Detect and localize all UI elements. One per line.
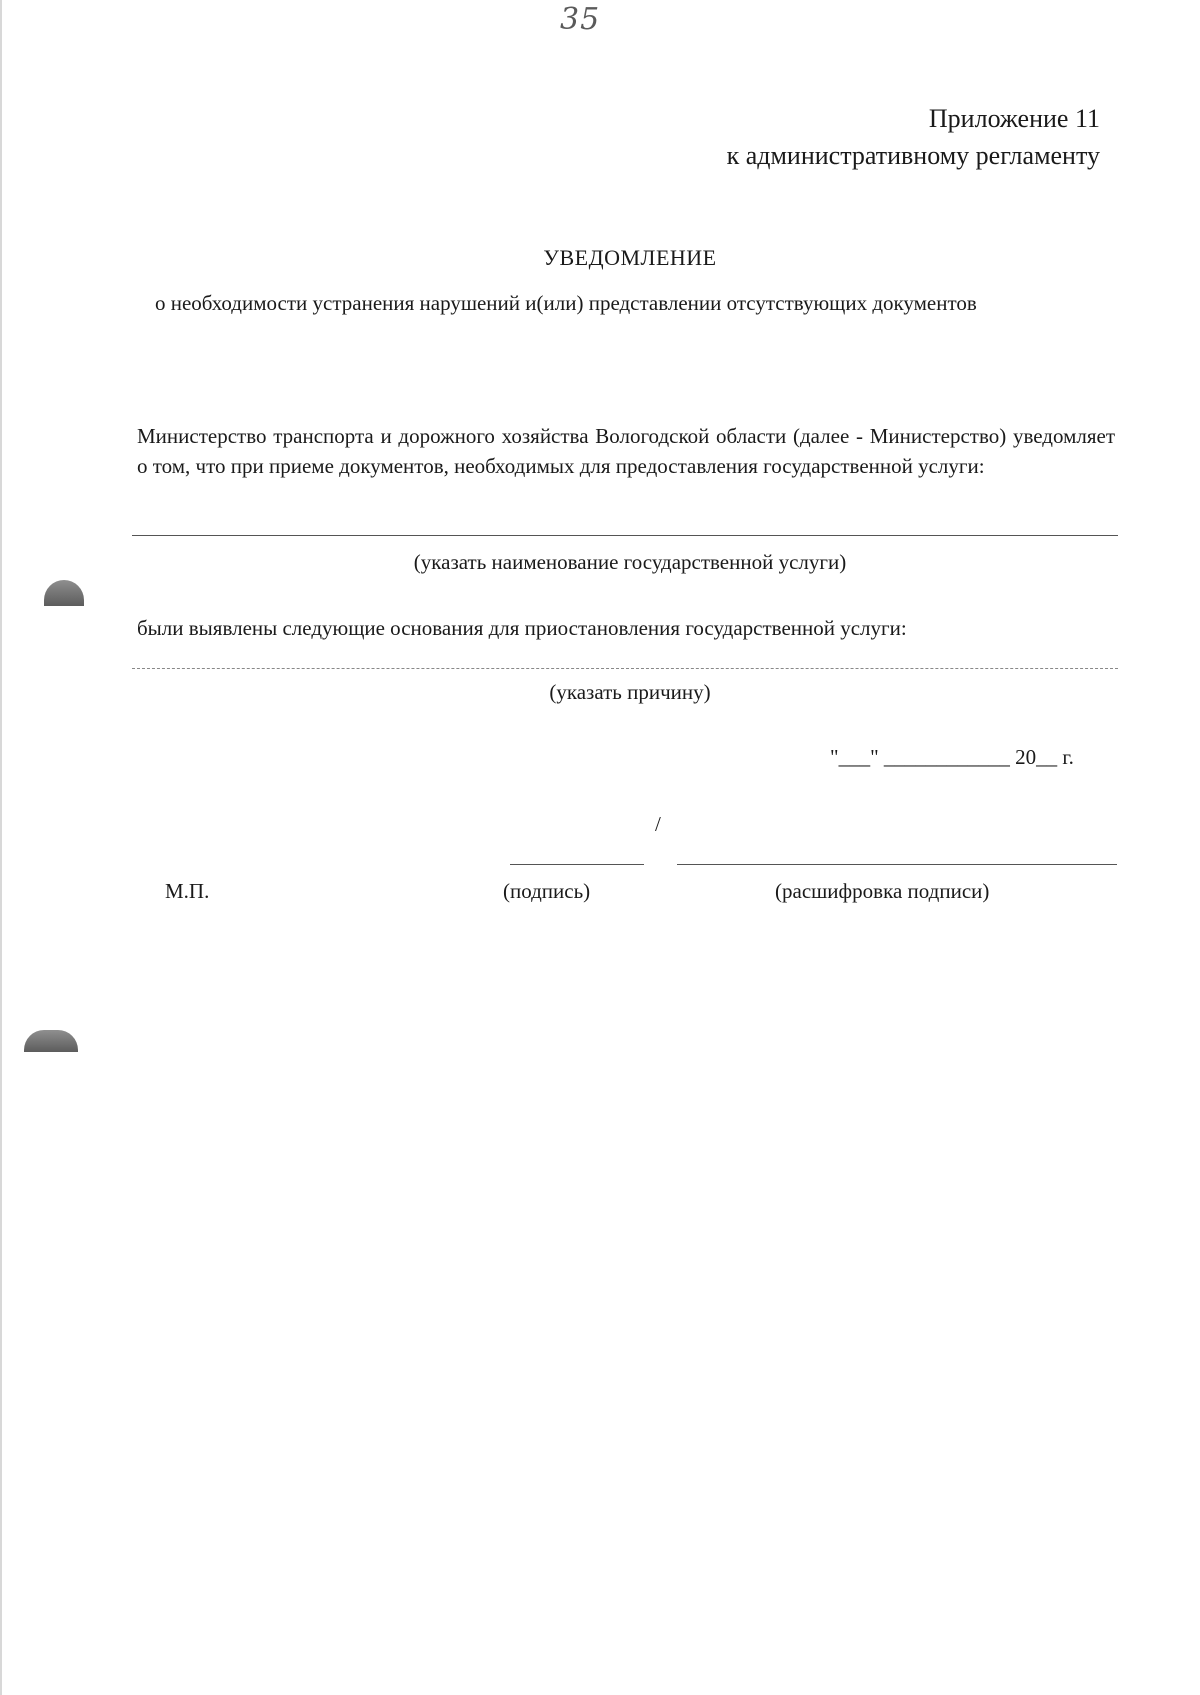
signature-caption: (подпись) (503, 879, 591, 903)
signature-separator: / (655, 812, 661, 836)
reason-intro: были выявлены следующие основания для приостановления государственной услуги: (137, 616, 907, 640)
document-subtitle: о необходимости устранения нарушений и(или) представлении отсутствующих документов (155, 291, 977, 315)
document-title: УВЕДОМЛЕНИЕ (543, 245, 717, 270)
binder-clip-mark (24, 1030, 78, 1052)
reason-line (132, 668, 1118, 669)
signature-decode-caption: (расшифровка подписи) (775, 879, 990, 903)
appendix-subtitle: к административному регламенту (726, 141, 1100, 170)
body-paragraph: Министерство транспорта и дорожного хозяйства Вологодской области (далее - Министерство) уведомляет о том, что при приеме документов, необходимых для предоставления государственной услуги: (137, 424, 1115, 478)
date-line: "___" ____________ 20__ г. (830, 745, 1074, 769)
reason-caption: (указать причину) (549, 680, 711, 704)
signature-decode-line (677, 864, 1117, 865)
binder-clip-mark (44, 580, 84, 606)
service-name-line (132, 535, 1118, 536)
appendix-title: Приложение 11 (928, 104, 1100, 133)
service-name-caption: (указать наименование государственной услуги) (413, 550, 847, 574)
stamp-place-label: М.П. (165, 879, 210, 903)
signature-line (510, 864, 644, 865)
handwritten-page-number: 35 (560, 2, 601, 37)
